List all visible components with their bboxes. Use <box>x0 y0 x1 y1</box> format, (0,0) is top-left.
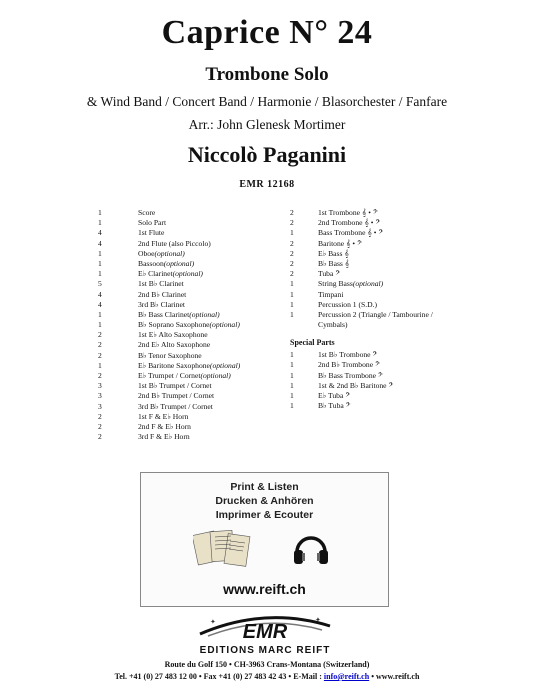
promo-line-2: Drucken & Anhören <box>215 495 314 507</box>
part-quantity: 1 <box>290 401 294 411</box>
part-row <box>98 320 240 330</box>
part-name: E♭ Baritone Saxophone <box>138 360 210 370</box>
part-name: Timpani <box>318 289 344 299</box>
part-name: Score <box>138 208 156 217</box>
part-quantity: 4 <box>98 228 102 238</box>
promo-line-1: Print & Listen <box>230 481 299 493</box>
part-quantity <box>290 320 318 330</box>
part-note: (optional) <box>163 258 195 268</box>
part-row <box>290 360 433 370</box>
part-row <box>290 279 433 289</box>
part-quantity: 1 <box>290 228 294 238</box>
part-row <box>290 249 433 259</box>
part-row <box>98 279 240 289</box>
part-quantity: 1 <box>290 279 294 289</box>
svg-text:✦: ✦ <box>315 616 321 624</box>
part-row <box>98 422 240 432</box>
special-parts-list <box>290 350 433 411</box>
part-quantity: 1 <box>98 360 102 370</box>
part-row <box>290 401 433 411</box>
part-row <box>98 371 240 381</box>
part-quantity: 2 <box>98 411 102 421</box>
part-row <box>290 290 433 300</box>
part-quantity: 1 <box>290 309 294 319</box>
part-quantity: 2 <box>290 208 294 217</box>
part-name: E♭ Tuba 𝄢 <box>318 391 351 400</box>
part-name: 1st Flute <box>138 228 165 238</box>
arranger-line: Arr.: John Glenesk Mortimer <box>188 117 346 132</box>
part-quantity: 2 <box>98 432 102 442</box>
part-quantity: 2 <box>98 340 102 350</box>
part-row <box>98 402 240 412</box>
part-name: 2nd Trombone 𝄞 • 𝄢 <box>318 218 381 228</box>
part-row <box>290 371 433 381</box>
part-row <box>290 310 433 320</box>
contact-website[interactable]: • www.reift.ch <box>369 672 420 681</box>
part-name: 1st F & E♭ Horn <box>138 411 189 421</box>
special-parts-heading: Special Parts <box>290 338 335 348</box>
part-name: 1st & 2nd B♭ Baritone 𝄢 <box>318 380 394 390</box>
part-name: Percussion 1 (S.D.) <box>318 299 378 309</box>
part-row <box>98 412 240 422</box>
part-name: 1st Trombone 𝄞 • 𝄢 <box>318 208 378 217</box>
part-row <box>290 239 433 249</box>
part-row <box>290 381 433 391</box>
part-name: B♭ Bass Trombone 𝄢 <box>318 370 383 380</box>
part-name: E♭ Clarinet <box>138 269 173 279</box>
logo-text: EMR <box>242 621 288 643</box>
part-name: E♭ Trumpet / Cornet <box>138 371 201 380</box>
part-quantity: 1 <box>98 269 102 279</box>
part-name: Bassoon <box>138 258 164 268</box>
sheet-music-icon <box>193 527 251 571</box>
part-name: B♭ Bass 𝄞 <box>318 258 350 268</box>
part-row <box>290 208 433 218</box>
part-name: B♭ Bass Clarinet <box>138 309 190 319</box>
part-name: Cymbals) <box>318 320 348 330</box>
part-quantity: 3 <box>98 401 102 411</box>
part-quantity: 1 <box>290 289 294 299</box>
part-name: 2nd B♭ Trumpet / Cornet <box>138 391 215 401</box>
part-row <box>290 300 433 310</box>
part-name: 2nd B♭ Trombone 𝄢 <box>318 360 380 370</box>
part-name: B♭ Tuba 𝄢 <box>318 401 351 411</box>
part-quantity: 1 <box>98 309 102 319</box>
catalog-number: EMR 12168 <box>239 179 295 190</box>
part-row <box>98 228 240 238</box>
part-name: 3rd F & E♭ Horn <box>138 432 190 442</box>
ensembles-line: & Wind Band / Concert Band / Harmonie / Blasorchester / Fanfare <box>86 94 448 109</box>
emr-logo <box>180 612 350 656</box>
part-row <box>98 361 240 371</box>
part-quantity: 2 <box>290 248 294 258</box>
part-name: 2nd E♭ Alto Saxophone <box>138 340 211 350</box>
part-row <box>98 249 240 259</box>
part-name: 2nd Flute (also Piccolo) <box>138 238 211 248</box>
part-quantity: 4 <box>98 299 102 309</box>
part-quantity: 3 <box>98 391 102 401</box>
svg-text:✦: ✦ <box>210 618 216 626</box>
part-row <box>98 310 240 320</box>
promo-url-link[interactable]: www.reift.ch <box>223 581 306 597</box>
publisher-address: Route du Golf 150 • CH-3963 Crans-Montana (Switzerland) <box>164 660 370 669</box>
publisher-contact <box>0 672 534 681</box>
part-row <box>98 351 240 361</box>
headphones-icon <box>291 528 331 568</box>
part-row <box>290 350 433 360</box>
part-name: String Bass <box>318 279 353 289</box>
part-quantity: 1 <box>98 218 102 228</box>
subtitle: Trombone Solo <box>205 64 329 85</box>
contact-phone-fax: Tel. +41 (0) 27 483 12 00 • Fax +41 (0) 27 483 42 43 • E-Mail : <box>114 672 324 681</box>
part-quantity: 3 <box>98 381 102 391</box>
part-quantity: 4 <box>98 289 102 299</box>
part-row <box>98 208 240 218</box>
page-title: Caprice N° 24 <box>161 14 373 51</box>
part-name: B♭ Tenor Saxophone <box>138 350 202 360</box>
part-quantity: 2 <box>98 421 102 431</box>
part-row <box>290 269 433 279</box>
part-quantity: 4 <box>98 238 102 248</box>
part-note: (optional) <box>209 320 240 330</box>
part-row <box>98 340 240 350</box>
part-quantity: 2 <box>98 350 102 360</box>
part-name: 1st E♭ Alto Saxophone <box>138 330 208 340</box>
part-row <box>290 228 433 238</box>
part-quantity: 1 <box>290 380 294 390</box>
part-name: 3rd B♭ Clarinet <box>138 299 186 309</box>
part-row <box>290 320 433 330</box>
print-listen-box[interactable] <box>140 472 389 607</box>
part-name: Baritone 𝄞 • 𝄢 <box>318 238 362 248</box>
part-quantity: 2 <box>98 371 102 380</box>
part-quantity: 2 <box>290 269 294 279</box>
part-name: 1st B♭ Trumpet / Cornet <box>138 381 212 391</box>
part-row <box>98 391 240 401</box>
part-quantity: 1 <box>98 248 102 258</box>
part-quantity: 1 <box>290 350 294 360</box>
part-name: 1st B♭ Clarinet <box>138 279 184 289</box>
part-quantity: 2 <box>98 330 102 340</box>
part-row <box>98 381 240 391</box>
part-quantity: 1 <box>290 360 294 370</box>
part-note: (optional) <box>209 360 241 370</box>
part-note: (optional) <box>352 279 384 289</box>
part-quantity: 1 <box>290 370 294 380</box>
composer-name: Niccolò Paganini <box>187 142 347 167</box>
part-name: Bass Trombone 𝄞 • 𝄢 <box>318 228 384 238</box>
part-name: 3rd B♭ Trumpet / Cornet <box>138 401 213 411</box>
part-name: E♭ Bass 𝄞 <box>318 248 349 258</box>
part-row <box>98 259 240 269</box>
part-quantity: 1 <box>98 208 102 217</box>
part-quantity: 5 <box>98 279 102 289</box>
part-row <box>98 300 240 310</box>
part-row <box>98 269 240 279</box>
publisher-name: EDITIONS MARC REIFT <box>199 645 331 656</box>
parts-list-main <box>290 208 433 330</box>
part-note: (optional) <box>200 371 231 380</box>
part-name: 2nd B♭ Clarinet <box>138 289 187 299</box>
part-name: Solo Part <box>138 218 167 228</box>
part-quantity: 1 <box>98 258 102 268</box>
part-name: 1st B♭ Trombone 𝄢 <box>318 350 378 360</box>
part-name: Percussion 2 (Triangle / Tambourine / <box>318 309 433 319</box>
part-note: (optional) <box>154 248 185 258</box>
part-row <box>290 259 433 269</box>
part-quantity: 2 <box>290 218 294 228</box>
part-name: B♭ Soprano Saxophone <box>138 320 210 330</box>
part-quantity: 2 <box>290 238 294 248</box>
part-row <box>98 432 240 442</box>
part-name: 2nd F & E♭ Horn <box>138 421 191 431</box>
part-row <box>98 330 240 340</box>
parts-list-right <box>290 208 433 411</box>
part-row <box>98 290 240 300</box>
promo-line-3: Imprimer & Ecouter <box>215 509 314 521</box>
part-quantity: 2 <box>290 258 294 268</box>
part-note: (optional) <box>172 269 203 279</box>
part-row <box>290 218 433 228</box>
parts-list-left <box>98 208 240 442</box>
part-name: Oboe <box>138 248 155 258</box>
part-quantity: 1 <box>98 320 102 330</box>
part-name: Tuba 𝄢 <box>318 269 341 279</box>
part-row <box>98 239 240 249</box>
email-link[interactable]: info@reift.ch <box>323 672 370 681</box>
part-quantity: 1 <box>290 299 294 309</box>
part-row <box>98 218 240 228</box>
part-note: (optional) <box>189 309 220 319</box>
part-row <box>290 391 433 401</box>
part-quantity: 1 <box>290 391 294 400</box>
